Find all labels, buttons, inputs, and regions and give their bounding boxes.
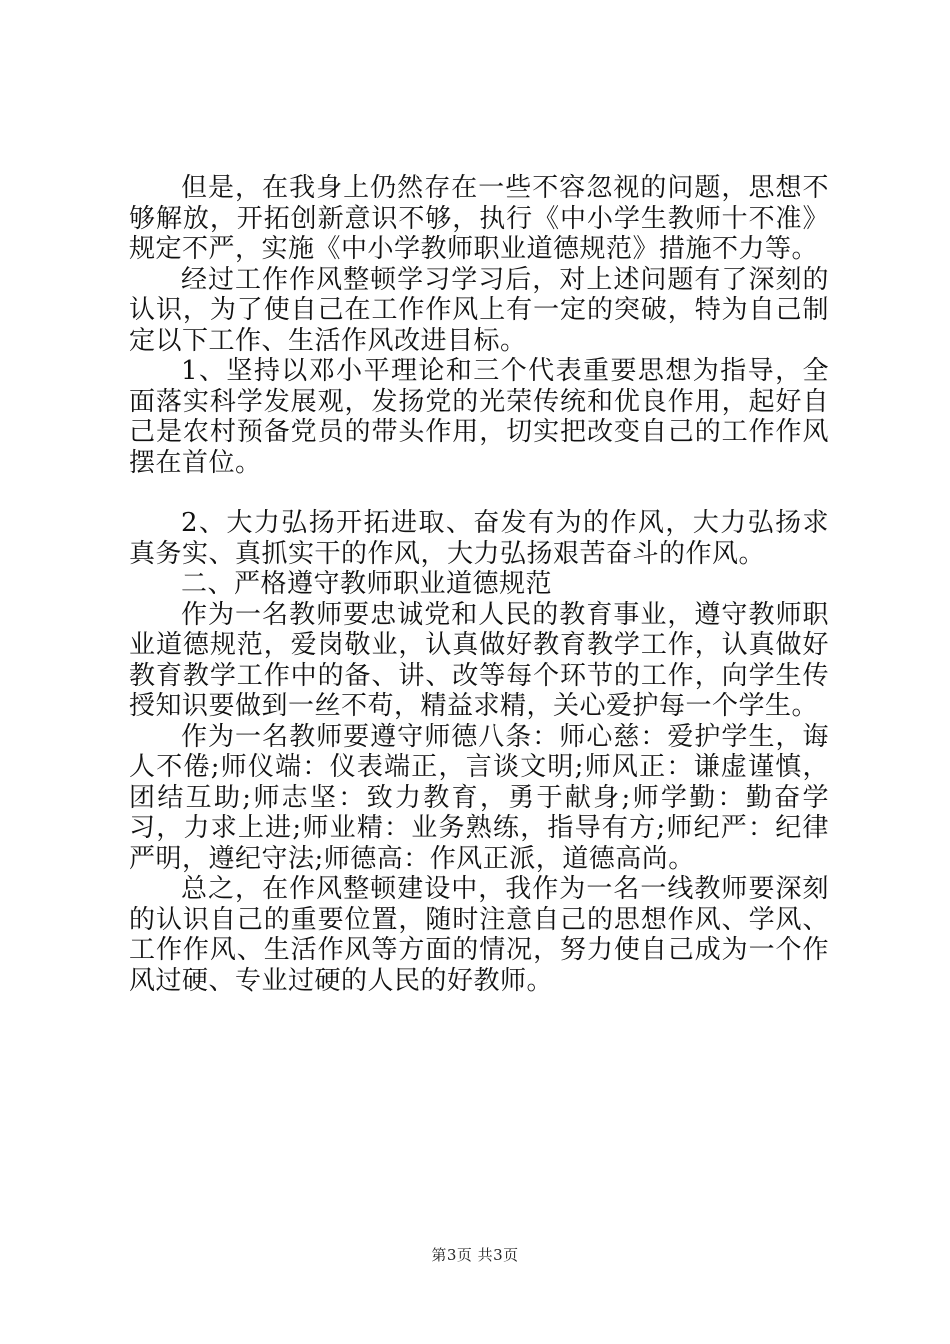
paragraph-problems: 但是，在我身上仍然存在一些不容忽视的问题，思想不够解放，开拓创新意识不够，执行《中小学生教师十不准》规定不严，实施《中小学教师职业道德规范》措施不力等。	[129, 173, 829, 264]
paragraph-recognition: 经过工作作风整顿学习学习后，对上述问题有了深刻的认识，为了使自己在工作作风上有一定的突破，特为自己制定以下工作、生活作风改进目标。	[129, 264, 829, 356]
paragraph-conclusion: 总之，在作风整顿建设中，我作为一名一线教师要深刻的认识自己的重要位置，随时注意自己的思想作风、学风、工作作风、生活作风等方面的情况，努力使自己成为一个作风过硬、专业过硬的人民的好教师。	[129, 874, 829, 996]
paragraph-eight-rules: 作为一名教师要遵守师德八条：师心慈：爱护学生，诲人不倦;师仪端：仪表端正，言谈文明;师风正：谦虚谨慎，团结互助;师志坚：致力教育，勇于献身;师学勤：勤奋学习，力求上进;师业精：业务熟练，指导有方;师纪严：纪律严明，遵纪守法;师德高：作风正派，道德高尚。	[129, 721, 829, 874]
paragraph-loyalty: 作为一名教师要忠诚党和人民的教育事业，遵守教师职业道德规范，爱岗敬业，认真做好教育教学工作，认真做好教育教学工作中的备、讲、改等每个环节的工作，向学生传授知识要做到一丝不苟，精益求精，关心爱护每一个学生。	[129, 599, 829, 721]
paragraph-goal-1: 1、坚持以邓小平理论和三个代表重要思想为指导，全面落实科学发展观，发扬党的光荣传统和优良作用，起好自己是农村预备党员的带头作用，切实把改变自己的工作作风摆在首位。	[129, 356, 829, 478]
document-body	[129, 173, 829, 996]
page-number-footer: 第3页 共3页	[431, 1246, 519, 1264]
section-heading-ethics: 二、严格遵守教师职业道德规范	[181, 569, 553, 599]
paragraph-goal-2: 2、大力弘扬开拓进取、奋发有为的作风，大力弘扬求真务实、真抓实干的作风，大力弘扬艰苦奋斗的作风。	[129, 508, 829, 569]
